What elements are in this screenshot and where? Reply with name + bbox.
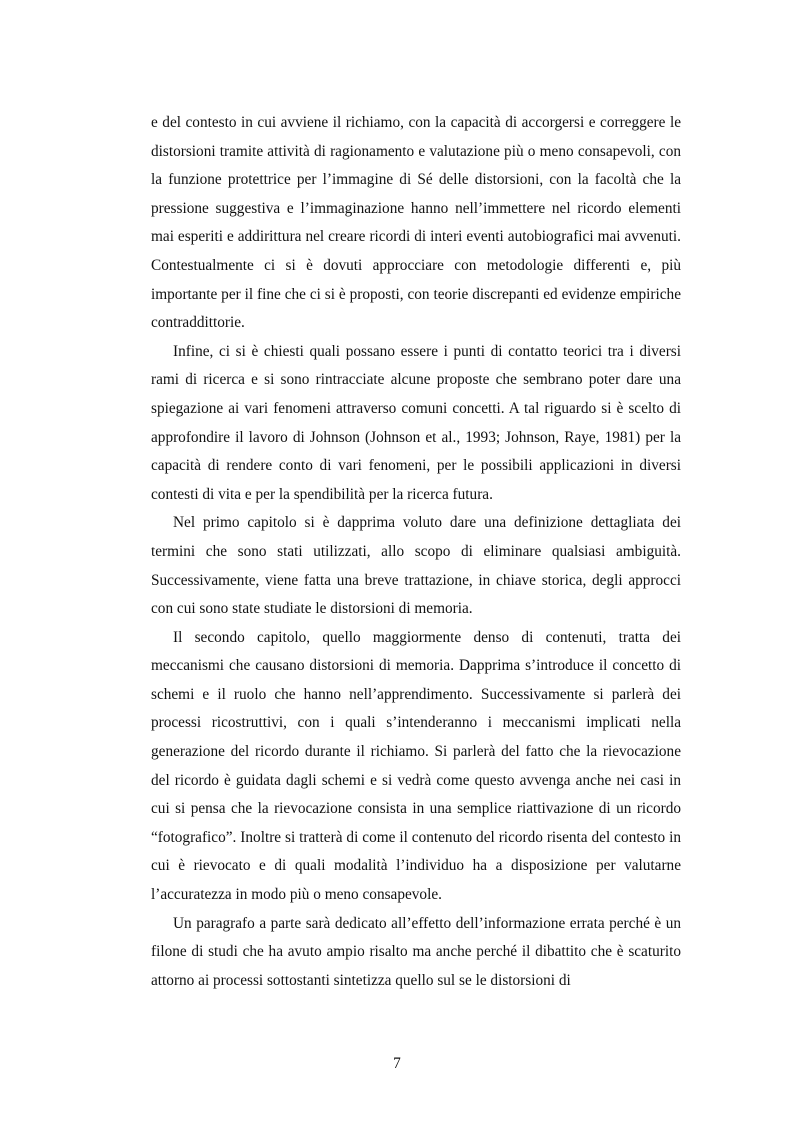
paragraph-continuation: e del contesto in cui avviene il richiamo, con la capacità di accorgersi e correggere le distorsioni tramite attività di ragionamento e valutazione più o meno consapevoli, con la funzione protettrice per l’immagine di Sé delle distorsioni, con la facoltà che la pressione suggestiva e l’immaginazione hanno nell’immettere nel ricordo elementi mai esperiti e addirittura nel creare ricordi di interi eventi autobiografici mai avvenuti. Contestualmente ci si è dovuti approcciare con metodologie differenti e, più importante per il fine che ci si è proposti, con teorie discrepanti ed evidenze empiriche contraddittorie. <box>151 114 681 332</box>
paragraph-second-chapter: Il secondo capitolo, quello maggiormente denso di contenuti, tratta dei meccanismi che causano distorsioni di memoria. Dapprima s’introduce il concetto di schemi e il ruolo che hanno nell’apprendimento. Successivamente si parlerà dei processi ricostruttivi, con i quali s’intenderanno i meccanismi implicati nella generazione del ricordo durante il richiamo. Si parlerà del fatto che la rievocazione del ricordo è guidata dagli schemi e si vedrà come questo avvenga anche nei casi in cui si pensa che la rievocazione consista in una semplice riattivazione di un ricordo “fotografico”. Inoltre si tratterà di come il contenuto del ricordo risenta del contesto in cui è rievocato e di quali modalità l’individuo ha a disposizione per valutarne l’accuratezza in modo più o meno consapevole. <box>151 628 681 904</box>
paragraph-theoretical-contact: Infine, ci si è chiesti quali possano essere i punti di contatto teorici tra i diversi rami di ricerca e si sono rintracciate alcune proposte che sembrano poter dare una spiegazione ai vari fenomeni attraverso comuni concetti. A tal riguardo si è scelto di approfondire il lavoro di Johnson (Johnson et al., 1993; Johnson, Raye, 1981) per la capacità di rendere conto di vari fenomeni, per le possibili applicazioni in diversi contesti di vita e per la spendibilità per la ricerca futura. <box>151 342 681 503</box>
page-number: 7 <box>393 1055 401 1072</box>
paragraph-first-chapter: Nel primo capitolo si è dapprima voluto dare una definizione dettagliata dei termini che sono stati utilizzati, allo scopo di eliminare qualsiasi ambiguità. Successivamente, viene fatta una breve trattazione, in chiave storica, degli approcci con cui sono state studiate le distorsioni di memoria. <box>151 514 681 618</box>
body-text <box>151 109 681 995</box>
paragraph-misinformation: Un paragrafo a parte sarà dedicato all’effetto dell’informazione errata perché è un filone di studi che ha avuto ampio risalto ma anche perché il dibattito che è scaturito attorno ai processi sottostanti sintetizza quello sul se le distorsioni di <box>151 914 681 989</box>
